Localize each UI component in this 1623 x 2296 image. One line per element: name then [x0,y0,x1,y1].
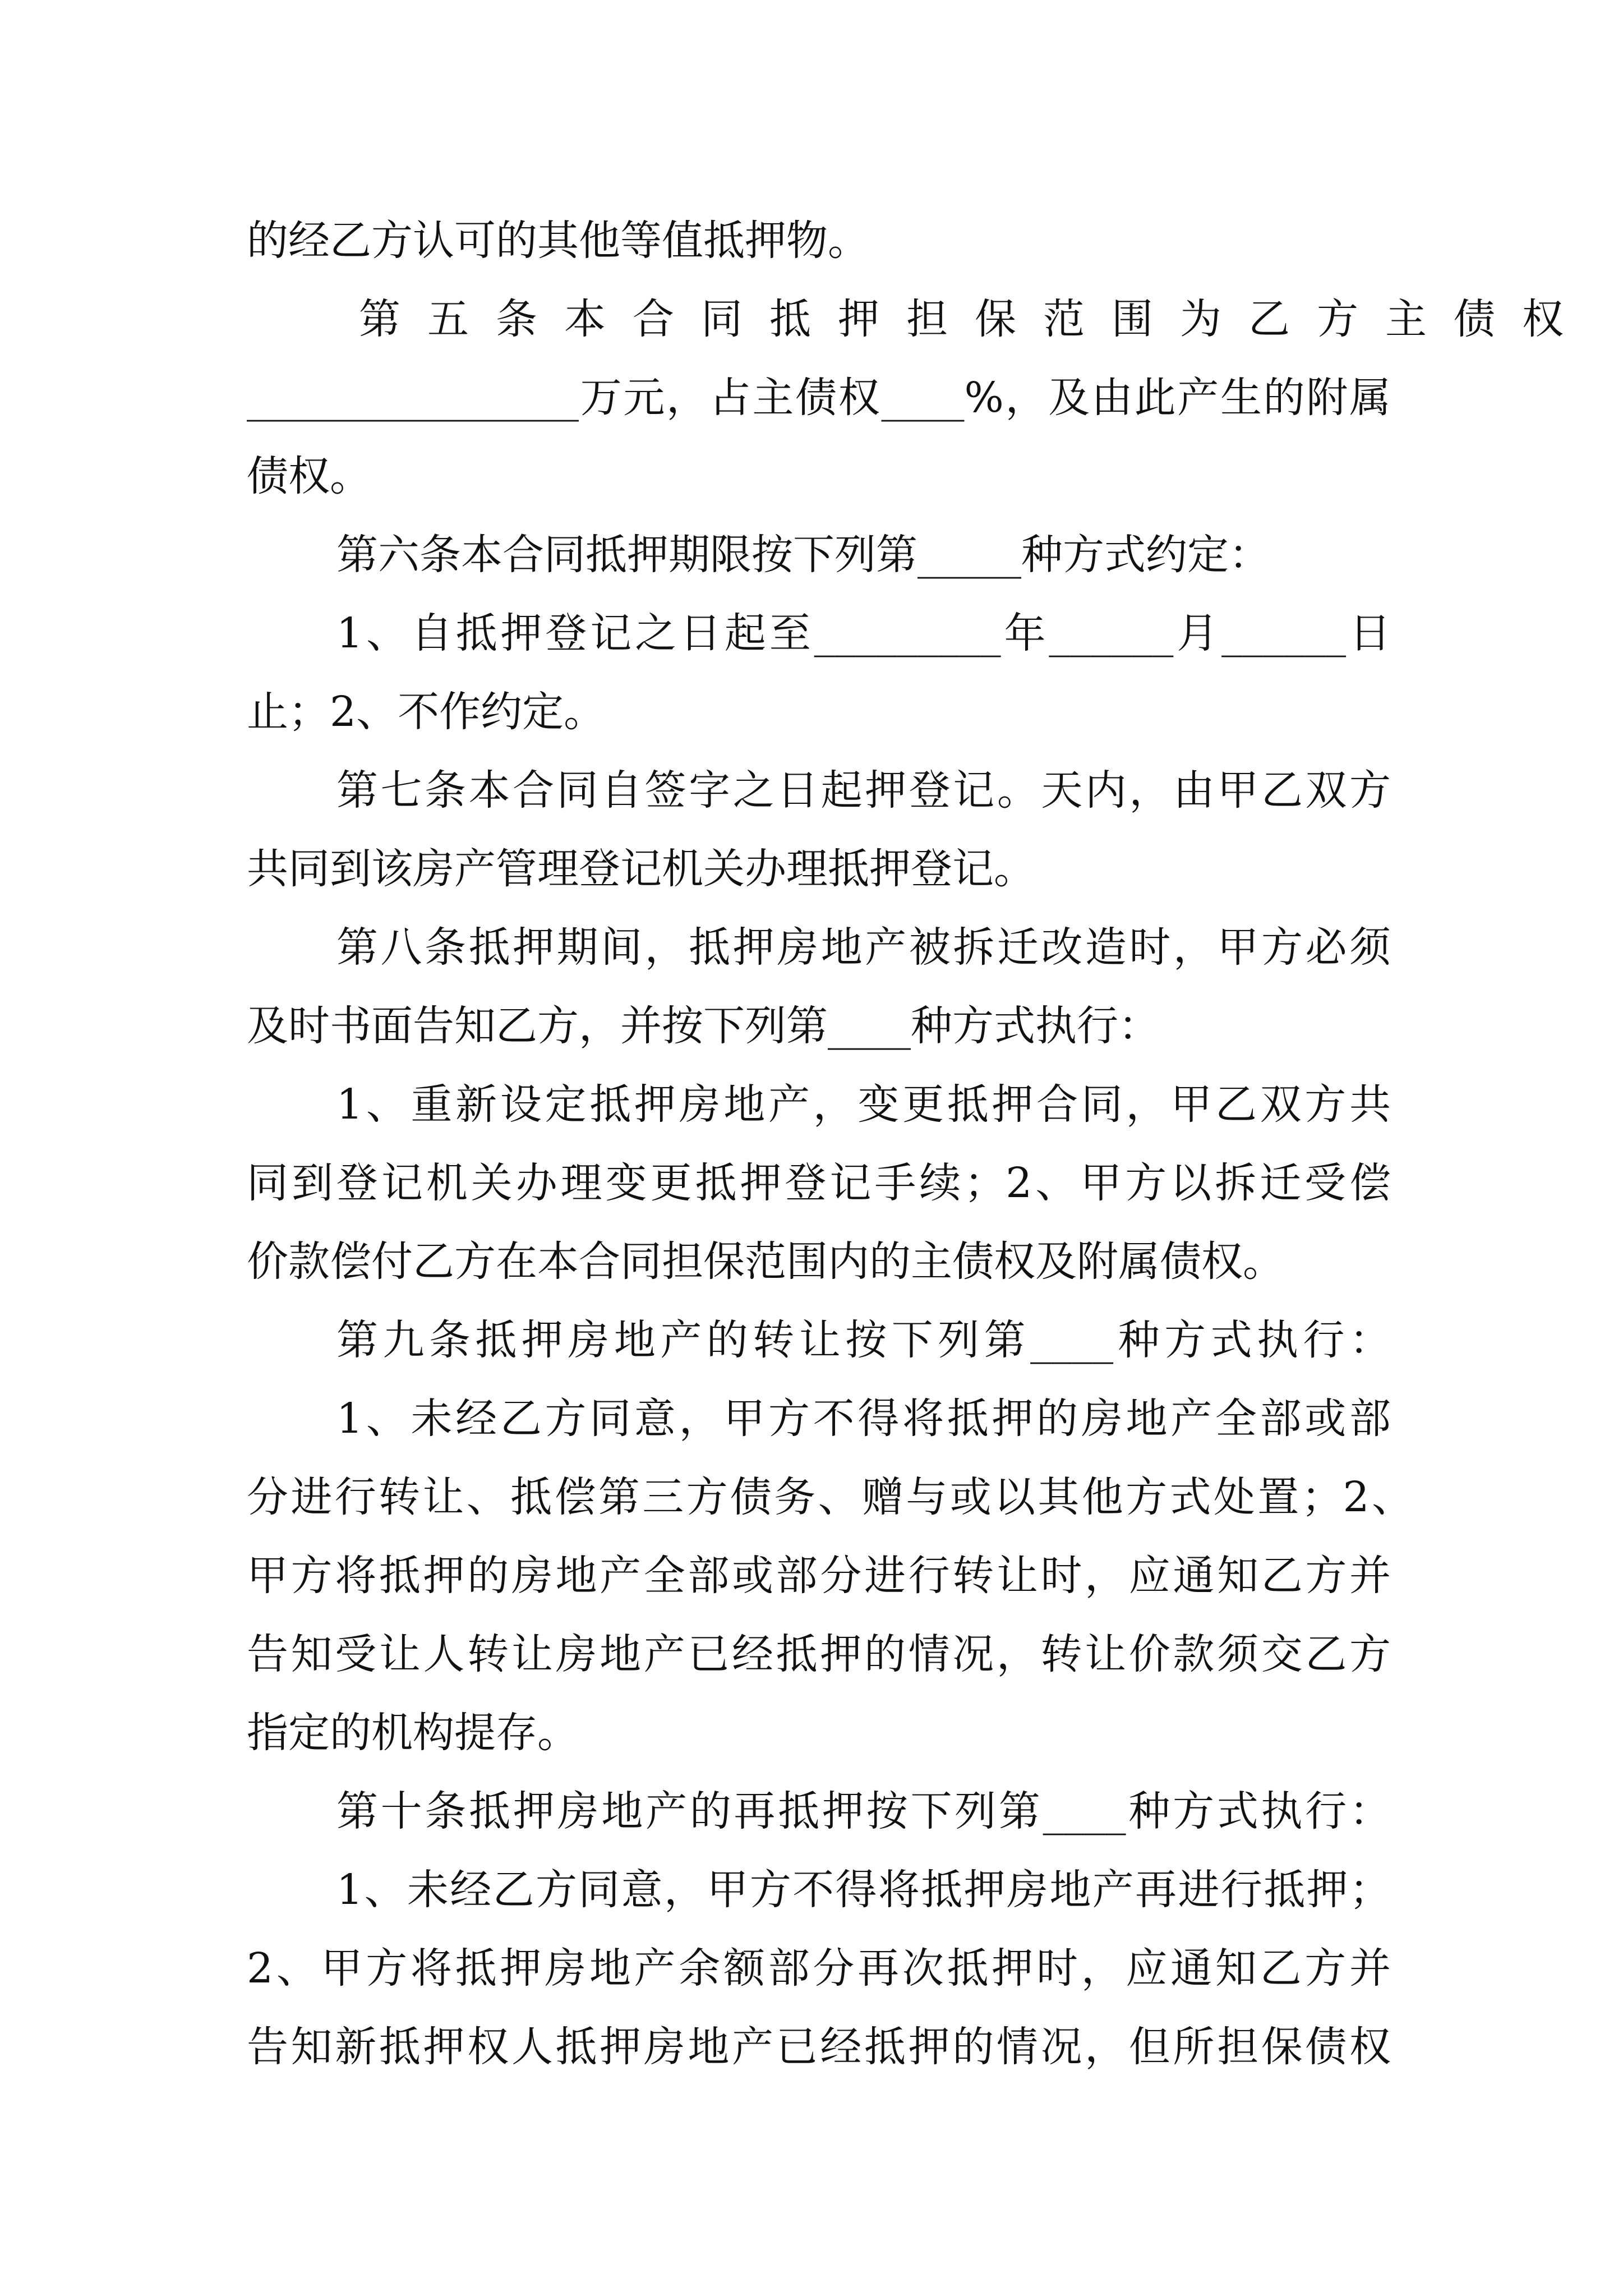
text-line: 第十条抵押房地产的再抵押按下列第____种方式执行： [336,1787,1391,1835]
text-line: 1、自抵押登记之日起至_________年______月______日 [336,609,1391,657]
text-line: 1、未经乙方同意，甲方不得将抵押房地产再进行抵押； [336,1866,1391,1914]
text-line: 第五条本合同抵押担保范围为乙方主债权 [359,295,1590,343]
text-line: 1、未经乙方同意，甲方不得将抵押的房地产全部或部 [336,1395,1391,1443]
text-line: 告知受让人转让房地产已经抵押的情况，转让价款须交乙方 [247,1630,1391,1678]
text-line: ________________万元，占主债权____%，及由此产生的附属 [247,374,1391,422]
text-line: 甲方将抵押的房地产全部或部分进行转让时，应通知乙方并 [247,1552,1391,1600]
text-line: 同到登记机关办理变更抵押登记手续；2、甲方以拆迁受偿 [247,1159,1391,1207]
text-line: 第七条本合同自签字之日起押登记。天内，由甲乙双方 [336,766,1391,815]
text-line: 2、甲方将抵押房地产余额部分再次抵押时，应通知乙方并 [247,1944,1391,1993]
text-line: 的经乙方认可的其他等值抵押物。 [247,217,869,265]
text-line: 指定的机构提存。 [247,1709,579,1757]
text-line: 告知新抵押权人抵押房地产已经抵押的情况，但所担保债权 [247,2023,1391,2071]
text-line: 价款偿付乙方在本合同担保范围内的主债权及附属债权。 [247,1237,1284,1286]
text-line: 债权。 [247,452,371,500]
text-line: 第九条抵押房地产的转让按下列第____种方式执行： [336,1316,1391,1364]
text-line: 1、重新设定抵押房地产，变更抵押合同，甲乙双方共 [336,1080,1391,1129]
text-line: 共同到该房产管理登记机关办理抵押登记。 [247,845,1035,893]
text-line: 第八条抵押期间，抵押房地产被拆迁改造时，甲方必须 [336,923,1391,972]
text-line: 第六条本合同抵押期限按下列第_____种方式约定： [336,531,1270,579]
text-line: 止；2、不作约定。 [247,688,606,736]
text-line: 分进行转让、抵偿第三方债务、赠与或以其他方式处置；2、 [247,1473,1413,1521]
text-line: 及时书面告知乙方，并按下列第____种方式执行： [247,1002,1160,1050]
